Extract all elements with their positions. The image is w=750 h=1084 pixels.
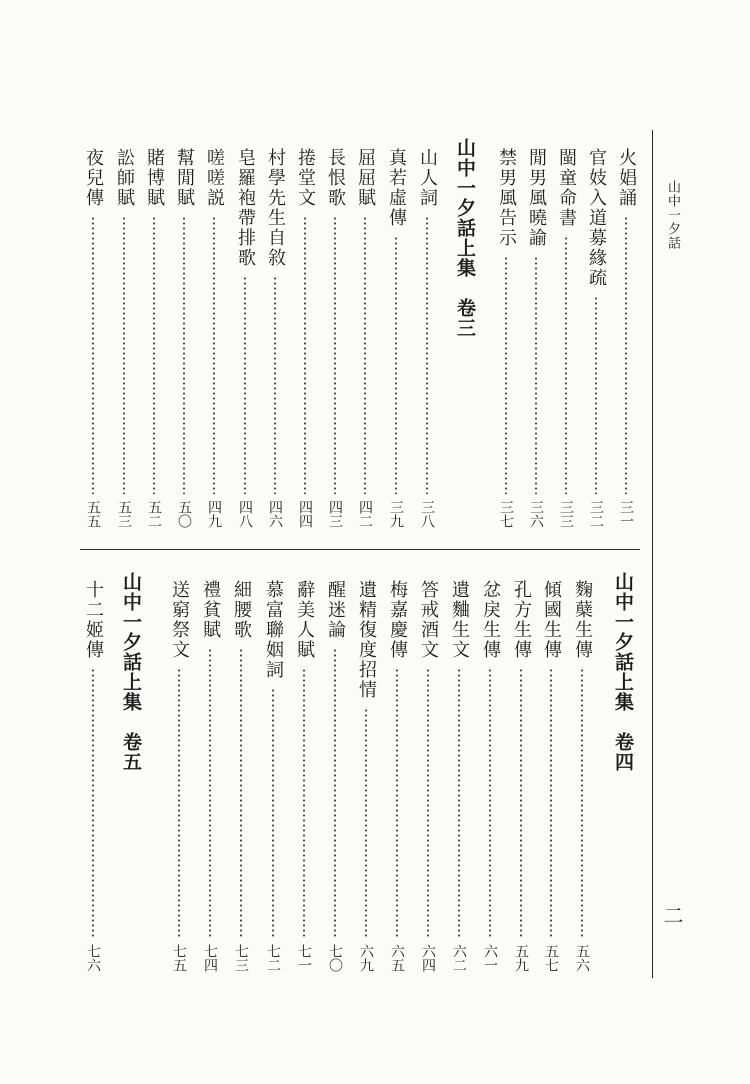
toc-entry: 麴蘖生傳 五六 (572, 580, 593, 972)
toc-entry: 細腰歌 七三 (231, 580, 252, 972)
toc-entry: 禁男風告示 三七 (496, 148, 517, 528)
toc-entry: 閒男風曉諭 三六 (526, 148, 547, 528)
toc-entry: 火娼誦 三一 (616, 148, 637, 528)
toc-entry: 遺麯生文 六二 (449, 580, 470, 972)
header-rule (652, 130, 653, 978)
toc-entry: 屈屈賦 四二 (355, 148, 376, 528)
toc-entry: 禮貧賦 七四 (200, 580, 221, 972)
toc-entry: 捲堂文 四四 (295, 148, 316, 528)
toc-entry: 梅嘉慶傳 六五 (387, 580, 408, 972)
section-heading-vol4: 山中一夕話上集 卷四 (612, 572, 634, 772)
toc-entry: 訟師賦 五三 (114, 148, 135, 528)
toc-entry: 孔方生傳 五九 (511, 580, 532, 972)
toc-entry: 答戒酒文 六四 (418, 580, 439, 972)
toc-entry: 嗟嗟説 四九 (204, 148, 225, 528)
toc-entry: 送窮祭文 七五 (169, 580, 190, 972)
toc-entry: 村學先生自敘 四六 (265, 148, 286, 528)
toc-entry: 忿戾生傳 六一 (480, 580, 501, 972)
toc-entry: 遺精復度招情 六九 (356, 580, 377, 972)
toc-entry: 夜兒傳 五五 (83, 148, 104, 528)
toc-entry: 賭博賦 五二 (144, 148, 165, 528)
toc-entry: 皂羅袍帶排歌 四八 (235, 148, 256, 528)
toc-entry: 慕富聯姻詞 七二 (263, 580, 284, 972)
toc-entry: 十二姬傳 七六 (83, 580, 104, 972)
toc-entry: 傾國生傳 五七 (541, 580, 562, 972)
toc-entry: 幫閒賦 五〇 (174, 148, 195, 528)
toc-entry: 辭美人賦 七一 (294, 580, 315, 972)
section-heading-vol5: 山中一夕話上集 卷五 (120, 572, 142, 772)
toc-entry: 醒迷論 七〇 (325, 580, 346, 972)
section-heading-vol3: 山中一夕話上集 卷三 (454, 138, 476, 338)
toc-entry: 官妓入道募緣疏 三二 (586, 148, 607, 528)
toc-entry: 閩童命書 三三 (556, 148, 577, 528)
toc-entry: 長恨歌 四三 (325, 148, 346, 528)
running-title: 山中一夕話 (665, 180, 680, 250)
block-divider (80, 549, 640, 550)
toc-entry: 山人詞 三八 (417, 148, 438, 528)
page-number: 二 (660, 905, 684, 925)
toc-entry: 真若虛傳 三九 (386, 148, 407, 528)
